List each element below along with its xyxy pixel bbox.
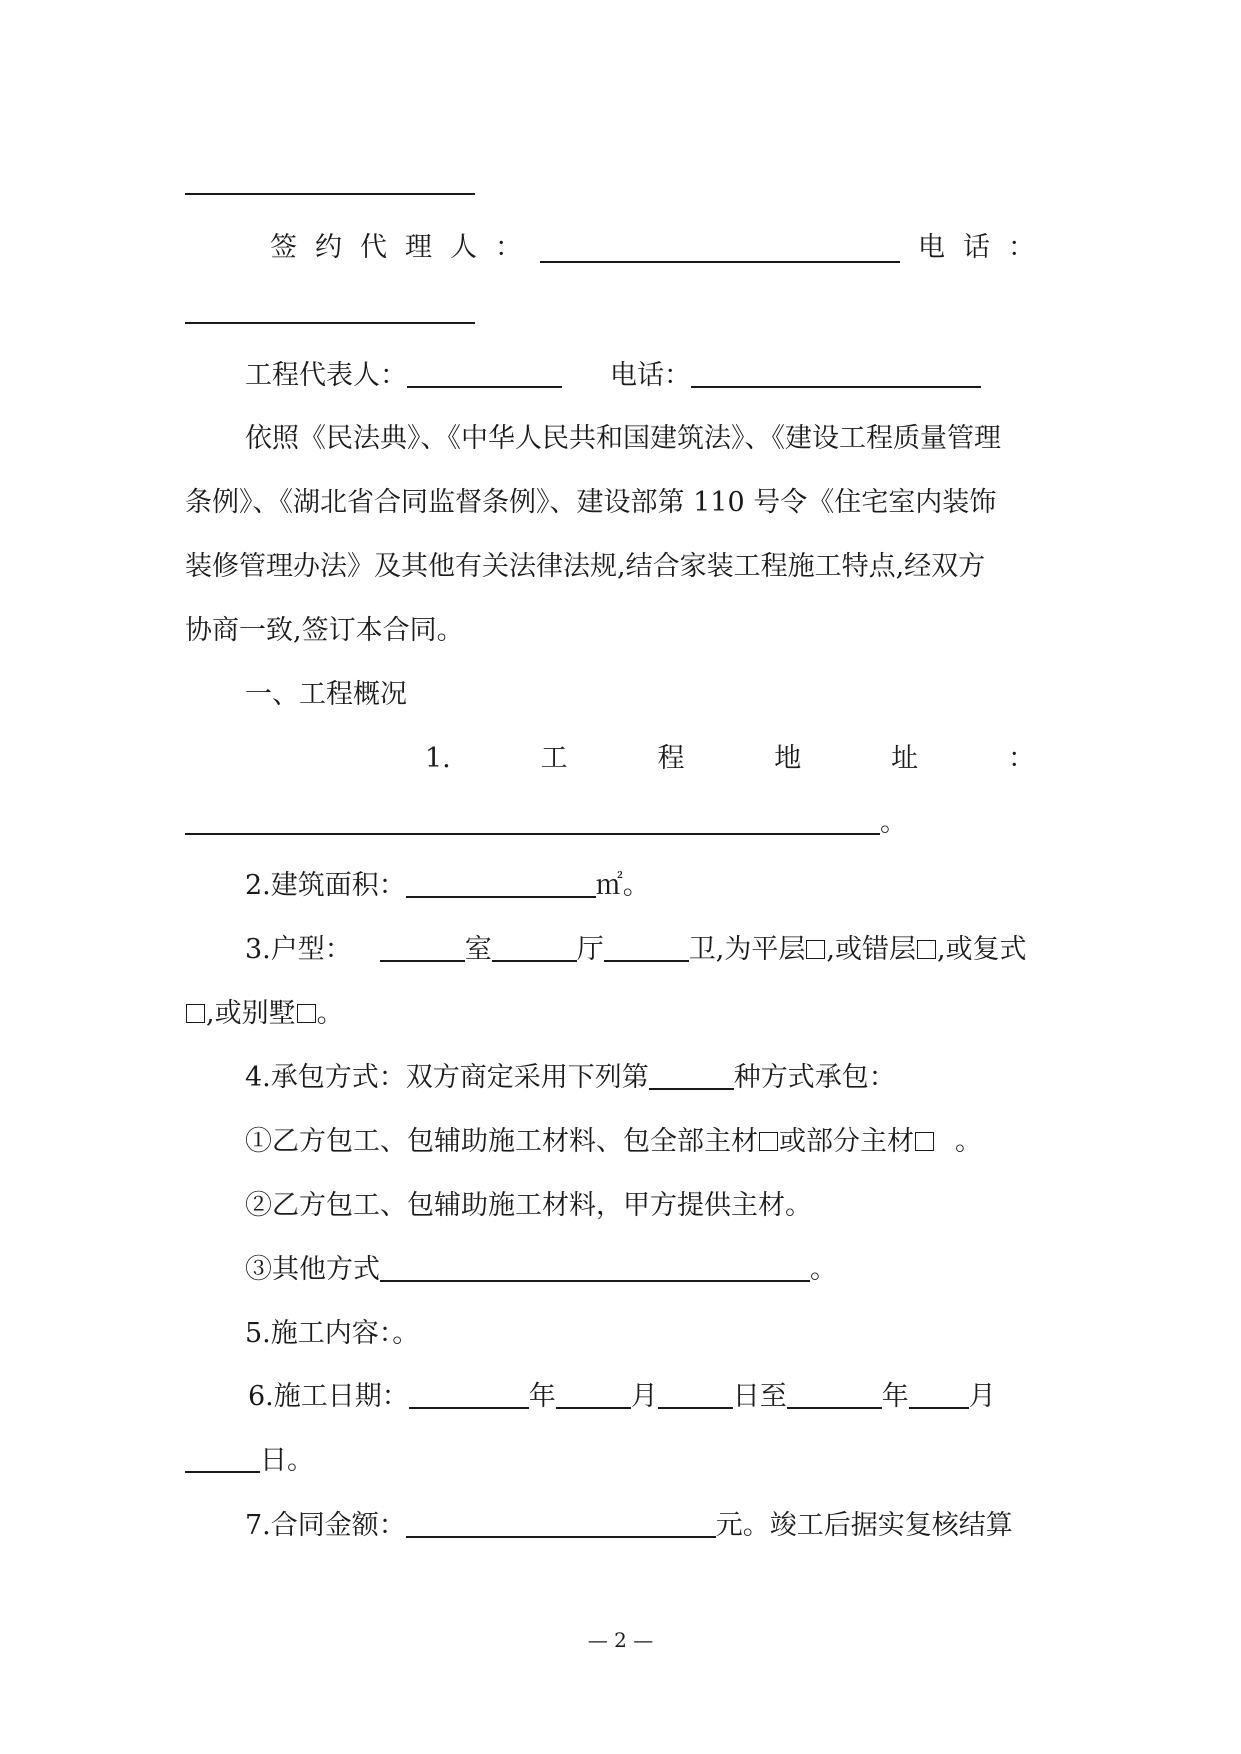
other-method-blank[interactable] — [380, 1252, 810, 1282]
address-blank-line — [185, 803, 907, 843]
project-rep-phone-blank[interactable] — [691, 358, 981, 388]
blank-line-top — [185, 193, 475, 195]
contract-method-tail: 种方式承包： — [733, 1062, 896, 1093]
address-blank[interactable] — [185, 805, 880, 835]
duplex-checkbox[interactable] — [186, 1004, 205, 1023]
house-type-end: 。 — [316, 998, 344, 1029]
contract-method-line — [245, 1058, 896, 1098]
end-year-blank[interactable] — [787, 1379, 882, 1409]
preamble-line-3: 装修管理办法》及其他有关法律法规,结合家装工程施工特点,经双方 — [185, 551, 986, 582]
address-char: 地 — [774, 743, 802, 774]
preamble-line-1: 依照《民法典》、《中华人民共和国建筑法》、《建设工程质量管理 — [245, 423, 1001, 454]
day-end-label: 日。 — [260, 1445, 314, 1476]
address-char: 工 — [540, 743, 568, 774]
signing-agent-line — [270, 228, 1035, 268]
area-label: 2.建筑面积： — [245, 870, 406, 901]
flat-checkbox[interactable] — [806, 940, 825, 959]
house-type-line — [245, 930, 1027, 970]
amount-blank[interactable] — [406, 1508, 716, 1538]
content-line: 5.施工内容：。 — [245, 1318, 420, 1349]
address-char: 程 — [657, 743, 685, 774]
hall-blank[interactable] — [492, 932, 577, 962]
room-blank[interactable] — [380, 932, 465, 962]
agent-char: 约 — [315, 232, 342, 263]
amount-tail: 元。竣工后据实复核结算 — [715, 1510, 1013, 1541]
area-line — [245, 866, 650, 906]
month2-label: 月 — [968, 1381, 996, 1412]
section-title: 一、工程概况 — [245, 679, 407, 710]
agent-phone-char: ： — [1008, 232, 1035, 263]
bath-label: 卫,为平层 — [688, 934, 806, 965]
agent-char: 代 — [360, 232, 387, 263]
start-year-blank[interactable] — [409, 1379, 529, 1409]
start-day-blank[interactable] — [658, 1379, 733, 1409]
preamble-line-4: 协商一致,签订本合同。 — [185, 615, 464, 646]
area-blank[interactable] — [406, 868, 596, 898]
contract-opt2-line: ②乙方包工、包辅助施工材料，甲方提供主材。 — [245, 1190, 812, 1221]
day-to-label: 日至 — [732, 1381, 787, 1412]
contract-method-blank[interactable] — [649, 1060, 734, 1090]
agent-char: 人 — [450, 232, 477, 263]
contract-opt1-end: 。 — [955, 1126, 982, 1157]
contract-opt1-line — [245, 1122, 982, 1162]
contract-opt1-b: 或部分主材 — [779, 1126, 914, 1157]
month-label: 月 — [630, 1381, 658, 1412]
dates-line-2 — [185, 1441, 314, 1481]
address-char: 址 — [891, 743, 919, 774]
agent-phone-char: 话 — [963, 232, 990, 263]
project-rep-line — [245, 356, 981, 396]
split-level-checkbox[interactable] — [917, 940, 936, 959]
area-unit: ㎡。 — [595, 870, 650, 901]
start-month-blank[interactable] — [556, 1379, 631, 1409]
address-char: 1. — [425, 743, 451, 774]
year2-label: 年 — [881, 1381, 909, 1412]
project-rep-blank[interactable] — [407, 358, 562, 388]
room-label: 室 — [464, 934, 492, 965]
opt4-label: ,或别墅 — [206, 998, 296, 1029]
agent-char: 理 — [405, 232, 432, 263]
agent-name-blank[interactable] — [540, 233, 900, 263]
opt2-label: ,或错层 — [826, 934, 916, 965]
part-main-material-checkbox[interactable] — [915, 1132, 934, 1151]
preamble-line-2: 条例》、《湖北省合同监督条例》、建设部第 110 号令《住宅室内装饰 — [185, 487, 997, 518]
address-char: ： — [1007, 743, 1035, 774]
amount-label: 7.合同金额： — [245, 1510, 406, 1541]
dates-label: 6.施工日期： — [248, 1381, 409, 1412]
house-type-label: 3.户型： — [245, 934, 352, 965]
end-day-blank[interactable] — [185, 1443, 260, 1473]
house-type-line-2 — [185, 994, 344, 1034]
contract-opt3-end: 。 — [810, 1254, 837, 1285]
villa-checkbox[interactable] — [297, 1004, 316, 1023]
hall-label: 厅 — [576, 934, 604, 965]
bath-blank[interactable] — [604, 932, 689, 962]
contract-opt3-line — [245, 1250, 837, 1290]
end-month-blank[interactable] — [909, 1379, 969, 1409]
dates-line — [248, 1377, 996, 1417]
contract-opt1-a: ①乙方包工、包辅助施工材料、包全部主材 — [245, 1126, 758, 1157]
address-end: 。 — [880, 807, 907, 838]
project-rep-phone-label: 电话： — [610, 360, 691, 391]
year-label: 年 — [528, 1381, 556, 1412]
opt3-label: ,或复式 — [936, 934, 1027, 965]
agent-phone-blank[interactable] — [185, 322, 475, 324]
contract-method-label: 4.承包方式：双方商定采用下列第 — [245, 1062, 649, 1093]
contract-opt3-label: ③其他方式 — [245, 1254, 380, 1285]
agent-phone-char: 电 — [918, 232, 945, 263]
agent-char: ： — [495, 232, 522, 263]
agent-char: 签 — [270, 232, 297, 263]
all-main-material-checkbox[interactable] — [759, 1132, 778, 1151]
project-rep-label: 工程代表人： — [245, 360, 407, 391]
address-line — [425, 739, 1035, 779]
amount-line — [245, 1506, 1013, 1546]
page-number: — 2 — — [587, 1628, 654, 1652]
